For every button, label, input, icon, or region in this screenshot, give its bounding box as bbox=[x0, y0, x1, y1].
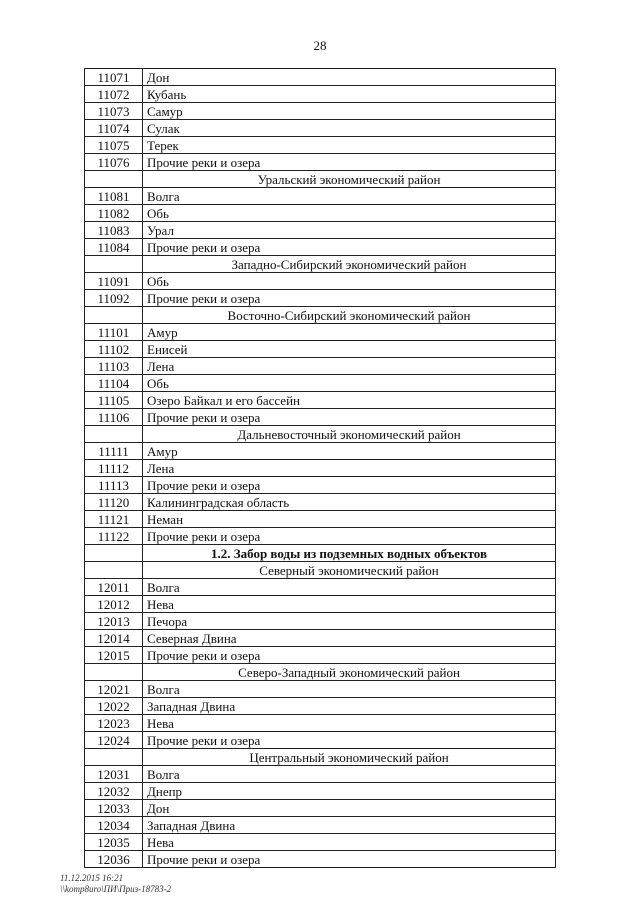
name-cell: Урал bbox=[143, 222, 556, 239]
name-cell: Дон bbox=[143, 69, 556, 86]
table-row bbox=[85, 698, 556, 715]
code-cell: 12024 bbox=[85, 732, 143, 749]
name-cell: Неман bbox=[143, 511, 556, 528]
table-row bbox=[85, 630, 556, 647]
code-cell bbox=[85, 664, 143, 681]
name-cell: Днепр bbox=[143, 783, 556, 800]
code-cell: 11104 bbox=[85, 375, 143, 392]
table-row bbox=[85, 834, 556, 851]
code-cell: 12033 bbox=[85, 800, 143, 817]
name-cell: Северная Двина bbox=[143, 630, 556, 647]
table-row bbox=[85, 103, 556, 120]
code-cell bbox=[85, 545, 143, 562]
name-cell: Западная Двина bbox=[143, 698, 556, 715]
name-cell: Кубань bbox=[143, 86, 556, 103]
region-header: Уральский экономический район bbox=[143, 171, 556, 188]
code-cell: 11105 bbox=[85, 392, 143, 409]
table-row bbox=[85, 766, 556, 783]
region-header: Западно-Сибирский экономический район bbox=[143, 256, 556, 273]
table-row bbox=[85, 477, 556, 494]
table-row bbox=[85, 817, 556, 834]
region-header-row bbox=[85, 256, 556, 273]
name-cell: Прочие реки и озера bbox=[143, 732, 556, 749]
code-cell: 11120 bbox=[85, 494, 143, 511]
code-cell: 11074 bbox=[85, 120, 143, 137]
name-cell: Калининградская область bbox=[143, 494, 556, 511]
region-header-row bbox=[85, 749, 556, 766]
name-cell: Дон bbox=[143, 800, 556, 817]
code-cell: 11122 bbox=[85, 528, 143, 545]
name-cell: Прочие реки и озера bbox=[143, 239, 556, 256]
name-cell: Волга bbox=[143, 766, 556, 783]
code-cell: 11076 bbox=[85, 154, 143, 171]
name-cell: Обь bbox=[143, 375, 556, 392]
code-cell: 11091 bbox=[85, 273, 143, 290]
table-row bbox=[85, 783, 556, 800]
code-cell: 11072 bbox=[85, 86, 143, 103]
code-cell: 11121 bbox=[85, 511, 143, 528]
region-header-row bbox=[85, 562, 556, 579]
name-cell: Прочие реки и озера bbox=[143, 851, 556, 868]
table-row bbox=[85, 120, 556, 137]
section-header: 1.2. Забор воды из подземных водных объектов bbox=[143, 545, 556, 562]
code-cell: 11083 bbox=[85, 222, 143, 239]
section-header-row bbox=[85, 545, 556, 562]
region-header-row bbox=[85, 664, 556, 681]
name-cell: Обь bbox=[143, 205, 556, 222]
name-cell: Прочие реки и озера bbox=[143, 154, 556, 171]
table-row bbox=[85, 341, 556, 358]
table-row bbox=[85, 681, 556, 698]
table-body bbox=[85, 69, 556, 868]
region-header: Восточно-Сибирский экономический район bbox=[143, 307, 556, 324]
code-cell bbox=[85, 749, 143, 766]
table-row bbox=[85, 800, 556, 817]
code-cell bbox=[85, 426, 143, 443]
footer-path: \\komp8uro\ПИ\Приз-18783-2 bbox=[60, 884, 172, 894]
code-cell bbox=[85, 562, 143, 579]
name-cell: Нева bbox=[143, 834, 556, 851]
table-row bbox=[85, 290, 556, 307]
name-cell: Прочие реки и озера bbox=[143, 528, 556, 545]
name-cell: Западная Двина bbox=[143, 817, 556, 834]
table-row bbox=[85, 239, 556, 256]
name-cell: Прочие реки и озера bbox=[143, 409, 556, 426]
table-row bbox=[85, 222, 556, 239]
name-cell: Обь bbox=[143, 273, 556, 290]
table-row bbox=[85, 528, 556, 545]
code-cell: 12014 bbox=[85, 630, 143, 647]
code-cell: 11112 bbox=[85, 460, 143, 477]
table-row bbox=[85, 647, 556, 664]
table-row bbox=[85, 273, 556, 290]
code-cell: 12034 bbox=[85, 817, 143, 834]
name-cell: Сулак bbox=[143, 120, 556, 137]
code-cell: 12036 bbox=[85, 851, 143, 868]
region-header: Центральный экономический район bbox=[143, 749, 556, 766]
table-row bbox=[85, 511, 556, 528]
name-cell: Лена bbox=[143, 460, 556, 477]
name-cell: Терек bbox=[143, 137, 556, 154]
code-cell: 12011 bbox=[85, 579, 143, 596]
name-cell: Енисей bbox=[143, 341, 556, 358]
code-cell: 12012 bbox=[85, 596, 143, 613]
code-cell: 11113 bbox=[85, 477, 143, 494]
code-cell: 12035 bbox=[85, 834, 143, 851]
name-cell: Прочие реки и озера bbox=[143, 290, 556, 307]
name-cell: Озеро Байкал и его бассейн bbox=[143, 392, 556, 409]
name-cell: Амур bbox=[143, 443, 556, 460]
region-header-row bbox=[85, 426, 556, 443]
table-row bbox=[85, 86, 556, 103]
code-cell: 12022 bbox=[85, 698, 143, 715]
name-cell: Волга bbox=[143, 188, 556, 205]
code-cell: 11081 bbox=[85, 188, 143, 205]
code-cell: 12023 bbox=[85, 715, 143, 732]
table-row bbox=[85, 205, 556, 222]
code-cell: 11073 bbox=[85, 103, 143, 120]
code-cell: 12013 bbox=[85, 613, 143, 630]
code-cell: 11092 bbox=[85, 290, 143, 307]
code-cell: 12015 bbox=[85, 647, 143, 664]
footer bbox=[60, 873, 171, 895]
footer-timestamp: 11.12.2015 16:21 bbox=[60, 873, 124, 883]
table-row bbox=[85, 732, 556, 749]
code-cell: 12021 bbox=[85, 681, 143, 698]
table-row bbox=[85, 154, 556, 171]
region-header-row bbox=[85, 307, 556, 324]
code-cell: 11103 bbox=[85, 358, 143, 375]
table-row bbox=[85, 188, 556, 205]
name-cell: Волга bbox=[143, 579, 556, 596]
table-row bbox=[85, 613, 556, 630]
name-cell: Прочие реки и озера bbox=[143, 477, 556, 494]
code-cell: 11071 bbox=[85, 69, 143, 86]
name-cell: Волга bbox=[143, 681, 556, 698]
code-cell: 11106 bbox=[85, 409, 143, 426]
page-number: 28 bbox=[313, 38, 327, 53]
table-row bbox=[85, 596, 556, 613]
name-cell: Нева bbox=[143, 715, 556, 732]
name-cell: Амур bbox=[143, 324, 556, 341]
table-row bbox=[85, 851, 556, 868]
code-cell: 11084 bbox=[85, 239, 143, 256]
code-cell bbox=[85, 171, 143, 188]
name-cell: Печора bbox=[143, 613, 556, 630]
name-cell: Прочие реки и озера bbox=[143, 647, 556, 664]
region-header: Северо-Западный экономический район bbox=[143, 664, 556, 681]
code-cell: 11075 bbox=[85, 137, 143, 154]
region-header: Северный экономический район bbox=[143, 562, 556, 579]
table-row bbox=[85, 494, 556, 511]
region-header: Дальневосточный экономический район bbox=[143, 426, 556, 443]
code-cell bbox=[85, 307, 143, 324]
code-cell: 11111 bbox=[85, 443, 143, 460]
table-row bbox=[85, 409, 556, 426]
name-cell: Лена bbox=[143, 358, 556, 375]
table-row bbox=[85, 375, 556, 392]
code-cell bbox=[85, 256, 143, 273]
table-row bbox=[85, 715, 556, 732]
name-cell: Нева bbox=[143, 596, 556, 613]
code-cell: 11102 bbox=[85, 341, 143, 358]
water-codes-table bbox=[84, 68, 556, 868]
table-row bbox=[85, 392, 556, 409]
name-cell: Самур bbox=[143, 103, 556, 120]
table-row bbox=[85, 69, 556, 86]
code-cell: 11082 bbox=[85, 205, 143, 222]
code-cell: 12031 bbox=[85, 766, 143, 783]
table-row bbox=[85, 324, 556, 341]
region-header-row bbox=[85, 171, 556, 188]
code-cell: 12032 bbox=[85, 783, 143, 800]
table-row bbox=[85, 358, 556, 375]
table-row bbox=[85, 443, 556, 460]
table-row bbox=[85, 579, 556, 596]
code-cell: 11101 bbox=[85, 324, 143, 341]
table-row bbox=[85, 460, 556, 477]
table-row bbox=[85, 137, 556, 154]
